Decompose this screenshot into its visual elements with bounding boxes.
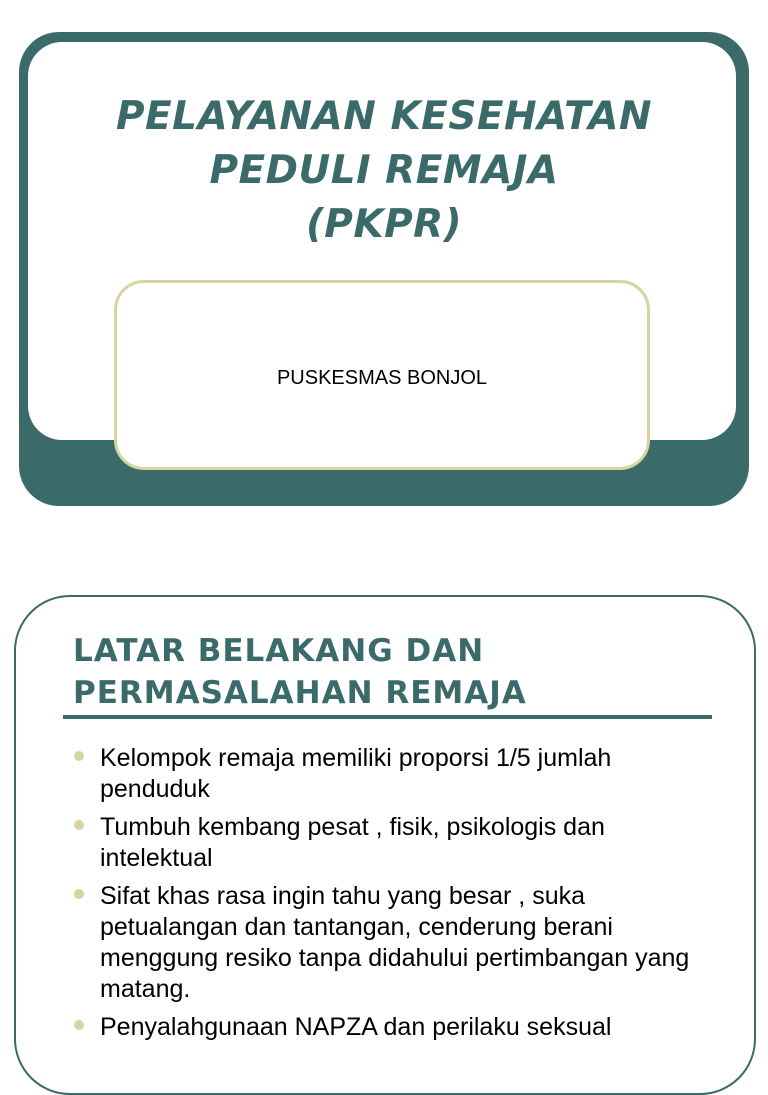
bullet-item bbox=[70, 743, 710, 805]
content-slide bbox=[0, 560, 768, 1041]
content-title-line-1: LATAR BELAKANG DAN bbox=[73, 633, 485, 669]
content-slide-title bbox=[73, 630, 713, 714]
bullet-dot-icon bbox=[74, 1020, 84, 1030]
bullet-dot-icon bbox=[74, 820, 84, 830]
slide-title-line-1: PELAYANAN KESEHATAN bbox=[115, 94, 653, 139]
bullet-item bbox=[70, 881, 710, 1005]
bullet-dot-icon bbox=[74, 889, 84, 899]
bullet-list bbox=[70, 743, 710, 1050]
subtitle-text: PUSKESMAS BONJOL bbox=[276, 367, 488, 389]
slide-title-line-2: PEDULI REMAJA bbox=[209, 148, 559, 193]
title-divider bbox=[63, 715, 712, 719]
bullet-item bbox=[70, 812, 710, 874]
slide-title bbox=[40, 90, 728, 252]
bullet-item bbox=[70, 1012, 710, 1043]
bullet-text: Tumbuh kembang pesat , fisik, psikologis dan intelektual bbox=[100, 813, 605, 872]
content-title-line-2: PERMASALAHAN REMAJA bbox=[73, 675, 527, 711]
bullet-dot-icon bbox=[74, 751, 84, 761]
subtitle-box bbox=[114, 280, 650, 470]
slide-title-line-3: (PKPR) bbox=[305, 202, 463, 247]
bullet-text: Sifat khas rasa ingin tahu yang besar , suka petualangan dan tantangan, cenderung berani menggung resiko tanpa didahului pertimbangan yang matang. bbox=[100, 882, 690, 1003]
bullet-text: Kelompok remaja memiliki proporsi 1/5 jumlah penduduk bbox=[100, 744, 612, 803]
bullet-text: Penyalahgunaan NAPZA dan perilaku seksual bbox=[100, 1013, 612, 1041]
